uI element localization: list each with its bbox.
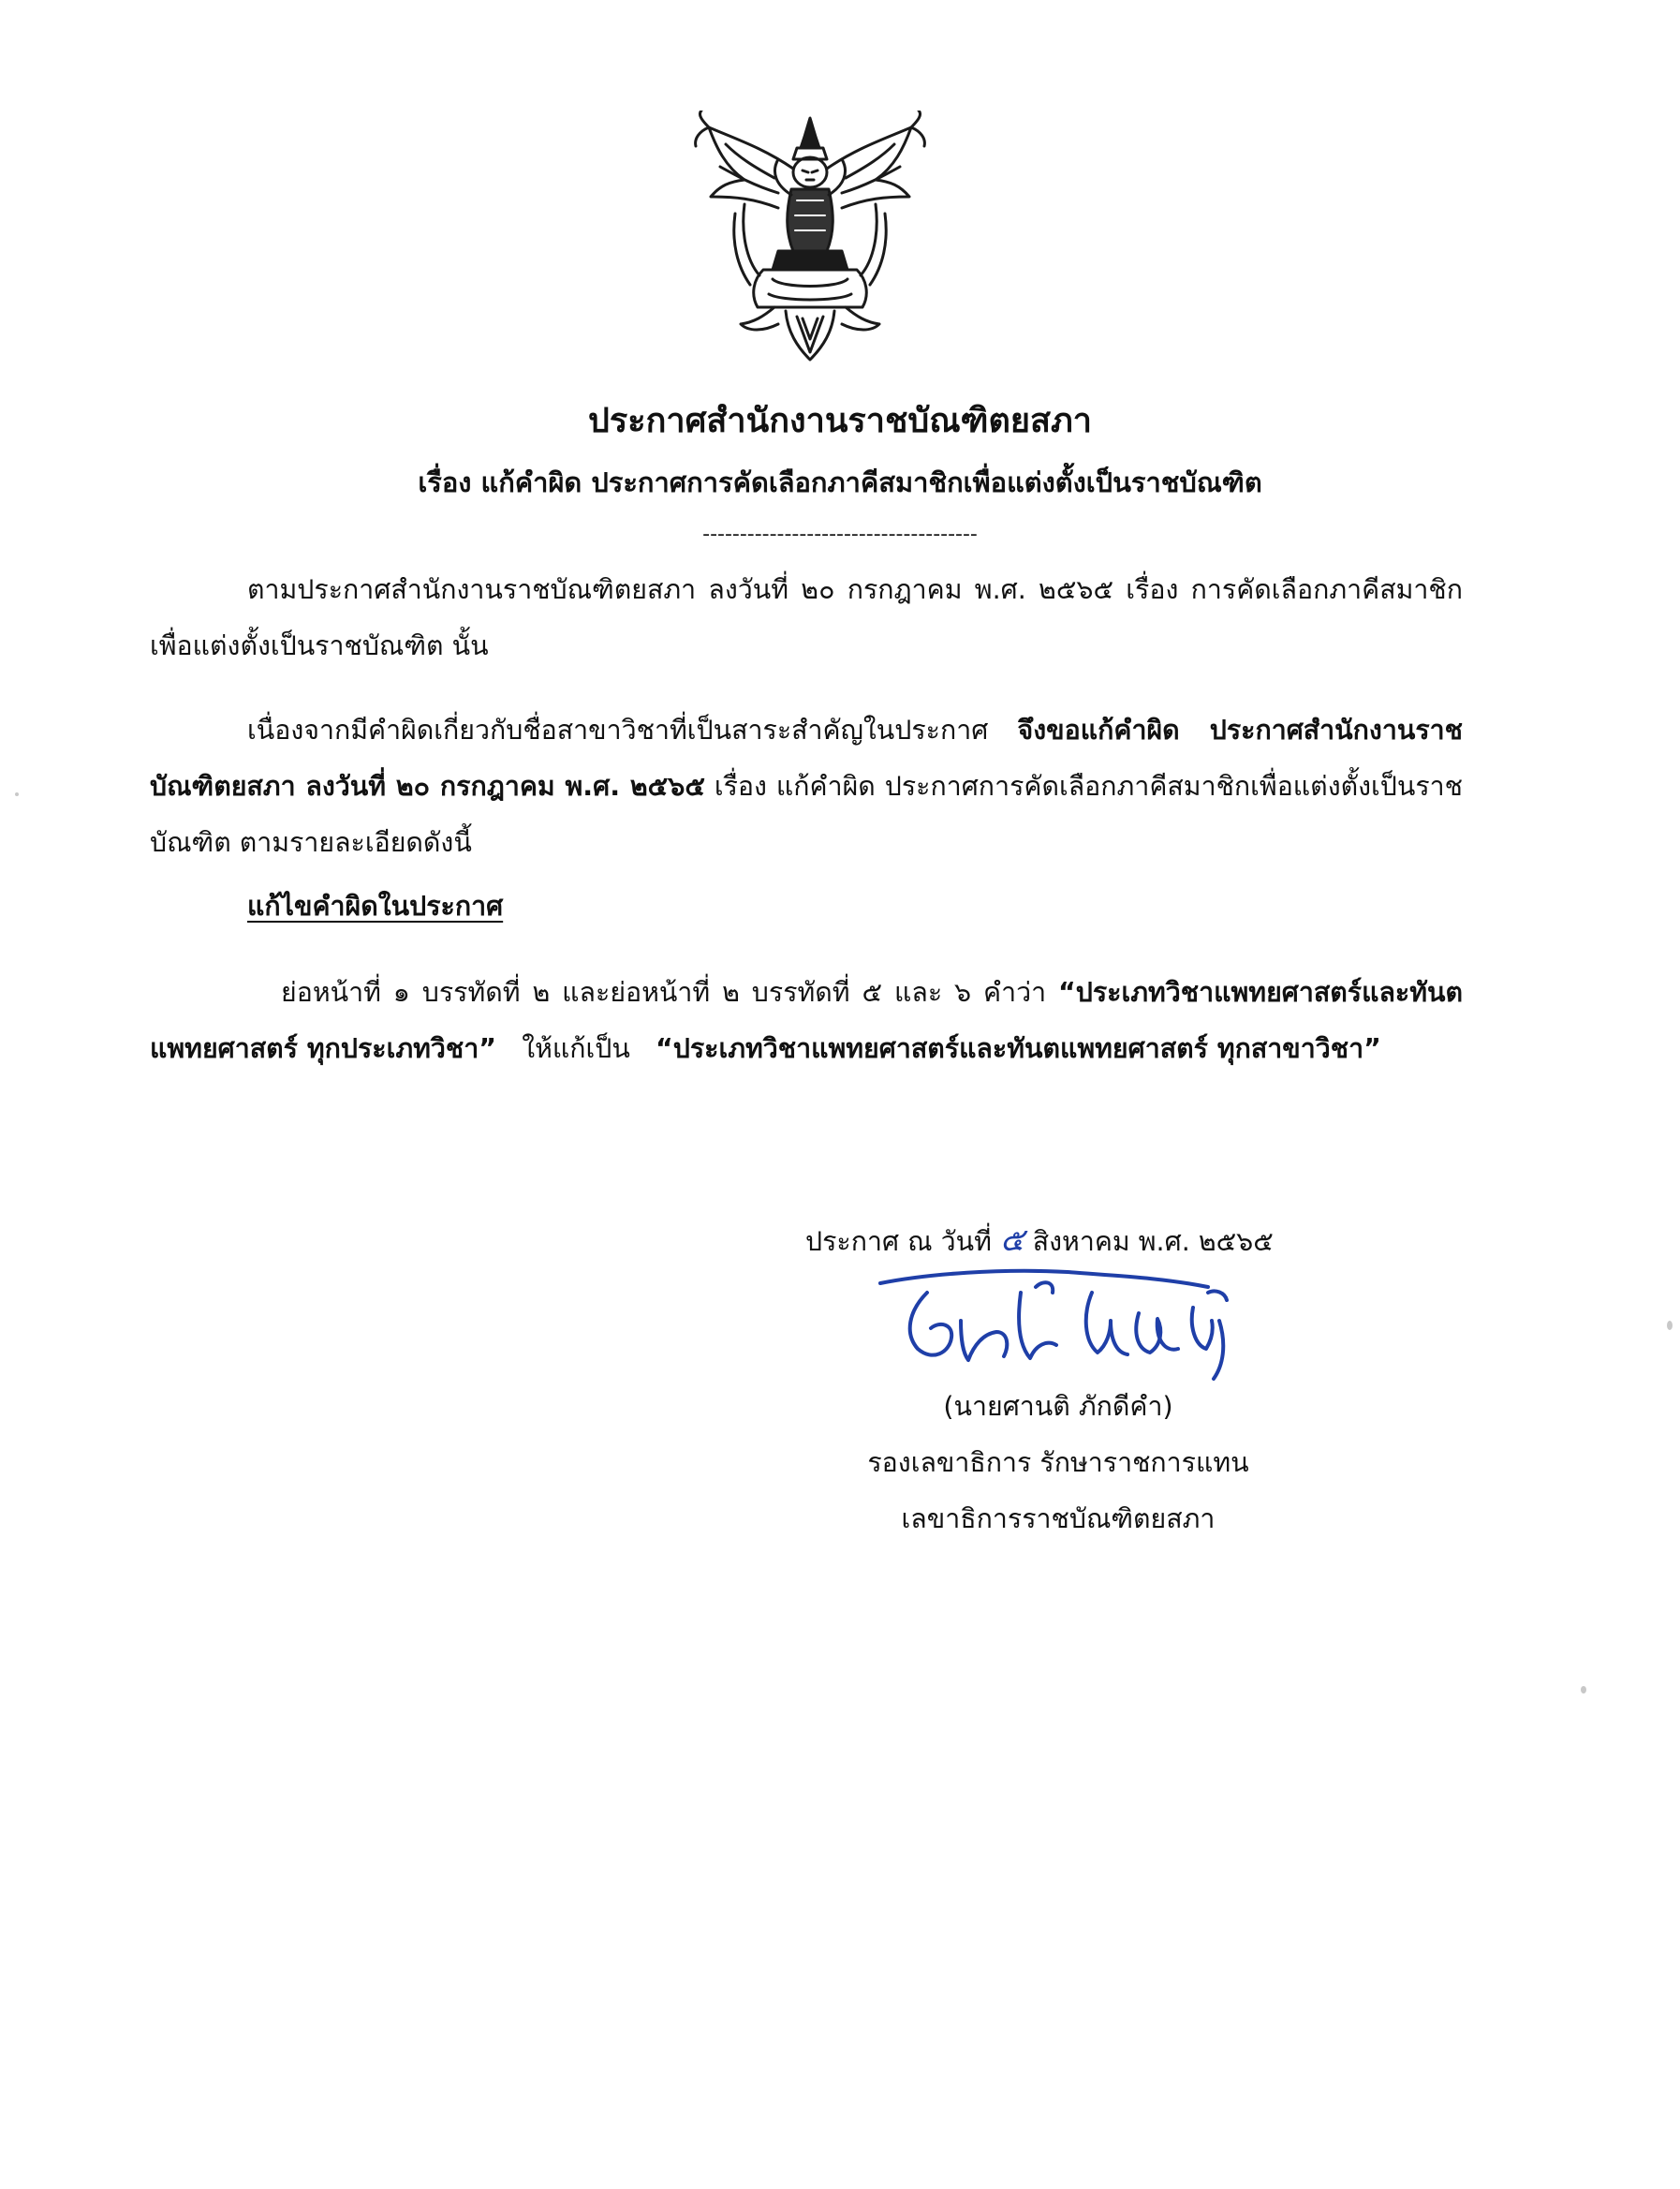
date-prefix: ประกาศ ณ วันที่: [805, 1226, 1000, 1257]
paragraph-3-text-c: ให้แก้เป็น: [496, 1033, 656, 1064]
paragraph-3-old-term: “ประเภทวิชาแพทยศาสตร์และทันตแพทยศาสตร์ ทุกประเภทวิชา”: [150, 977, 1463, 1064]
paragraph-2-text-a: เนื่องจากมีคำผิดเกี่ยวกับชื่อสาขาวิชาที่เป็นสาระสำคัญในประกาศ: [247, 715, 1018, 746]
paragraph-2: [150, 703, 1463, 871]
paragraph-3-text-a: ย่อหน้าที่ ๑ บรรทัดที่ ๒ และย่อหน้าที่ ๒ บรรทัดที่ ๕ และ ๖ คำว่า: [281, 977, 1059, 1008]
date-day-handwritten: ๕: [999, 1221, 1024, 1259]
paragraph-2-text-bold: จึงขอแก้คำผิด ประกาศสำนักงานราชบัณฑิตยสภา ลงวันที่ ๒๐ กรกฎาคม พ.ศ. ๒๕๖๕: [150, 715, 1463, 802]
subject-line: เรื่อง แก้คำผิด ประกาศการคัดเลือกภาคีสมาชิกเพื่อแต่งตั้งเป็นราชบัณฑิต: [418, 466, 1262, 498]
signature-icon: [871, 1255, 1264, 1386]
page-title: ประกาศสำนักงานราชบัณฑิตยสภา: [588, 402, 1092, 440]
garuda-emblem-icon: [688, 111, 932, 363]
scan-speck: [1667, 1321, 1673, 1330]
scan-speck: [15, 792, 19, 796]
signatory-position-2: เลขาธิการราชบัณฑิตยสภา: [901, 1503, 1216, 1534]
date-suffix: สิงหาคม พ.ศ. ๒๕๖๕: [1024, 1226, 1274, 1257]
signatory-position-1: รองเลขาธิการ รักษาราชการแทน: [867, 1447, 1249, 1478]
signatory-name: (นายศานติ ภักดีคำ): [943, 1391, 1173, 1422]
paragraph-2-text-c: เรื่อง แก้คำผิด ประกาศการคัดเลือกภาคีสมาชิกเพื่อแต่งตั้งเป็นราชบัณฑิต ตามรายละเอียดดังนี้: [150, 771, 1463, 858]
paragraph-1: [150, 562, 1463, 674]
scan-speck: [1581, 1686, 1586, 1694]
paragraph-1-text: ตามประกาศสำนักงานราชบัณฑิตยสภา ลงวันที่ ๒๐ กรกฎาคม พ.ศ. ๒๕๖๕ เรื่อง การคัดเลือกภาคีสมาชิกเพื่อแต่งตั้งเป็นราชบัณฑิต นั้น: [150, 574, 1463, 661]
section-heading: แก้ไขคำผิดในประกาศ: [247, 891, 504, 922]
paragraph-3: [150, 965, 1463, 1077]
divider: -------------------------------------: [702, 523, 978, 546]
paragraph-3-new-term: “ประเภทวิชาแพทยศาสตร์และทันตแพทยศาสตร์ ทุกสาขาวิชา”: [656, 1033, 1381, 1064]
